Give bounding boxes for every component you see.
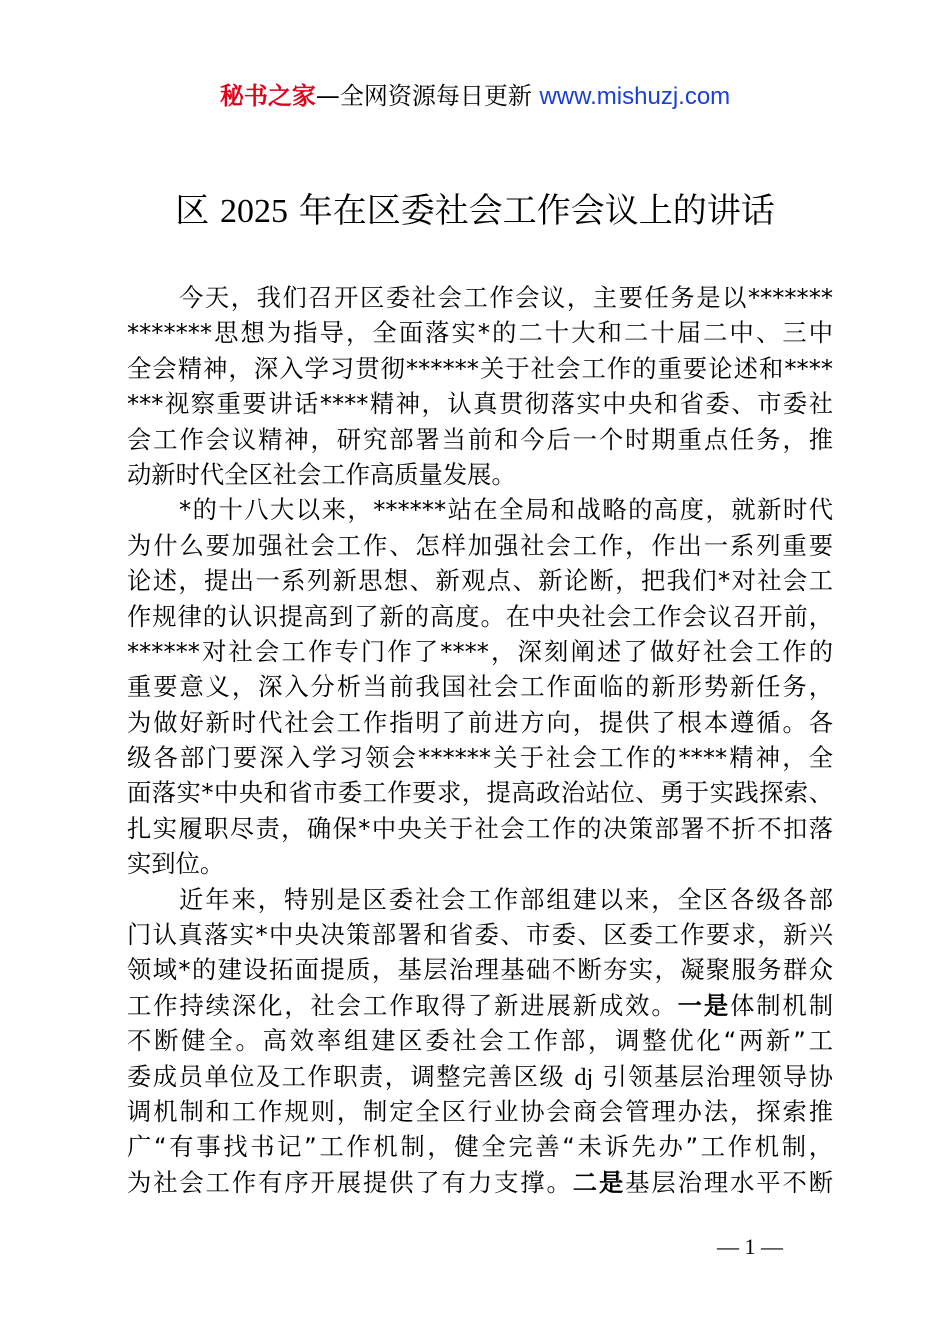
title-year: 2025	[220, 193, 288, 230]
text-line: 面落实*中央和省市委工作要求，提高政治站位、勇于实践探索、	[127, 778, 833, 808]
text-line: 今天，我们召开区委社会工作会议，主要任务是以*******	[179, 283, 833, 312]
site-header	[0, 80, 950, 113]
bold-marker-first: 一是	[677, 990, 731, 1020]
text-line	[127, 1165, 833, 1200]
latin-abbreviation: dj	[574, 1063, 594, 1091]
text-line: 为做好新时代社会工作指明了前进方向，提供了根本遵循。各	[127, 707, 833, 737]
text-line: 领域*的建设拓面提质，基层治理基础不断夯实，凝聚服务群众	[127, 955, 833, 985]
text-line: 门认真落实*中央决策部署和省委、市委、区委工作要求，新兴	[127, 920, 833, 950]
text-line: 不断健全。高效率组建区委社会工作部，调整优化“两新”工	[127, 1026, 833, 1056]
text-line: 会工作会议精神，研究部署当前和今后一个时期重点任务，推	[127, 424, 833, 454]
title-suffix: 年在区委社会工作会议上的讲话	[288, 191, 775, 231]
text-line: ******对社会工作专门作了****，深刻阐述了做好社会工作的	[127, 636, 833, 666]
text-line	[127, 988, 833, 1023]
text-line: 近年来，特别是区委社会工作部组建以来，全区各级各部	[179, 884, 833, 914]
text-line: 广“有事找书记”工作机制，健全完善“未诉先办”工作机制，	[127, 1132, 833, 1162]
document-title	[0, 186, 950, 237]
site-url-link[interactable]: www.mishuzj.com	[539, 83, 731, 110]
text-line	[127, 1059, 833, 1094]
text-line: 动新时代全区社会工作高质量发展。	[127, 459, 516, 489]
bold-marker-second: 二是	[572, 1167, 626, 1197]
text-line: 级各部门要深入学习领会******关于社会工作的****精神，全	[127, 743, 833, 773]
text-line: 作规律的认识提高到了新的高度。在中央社会工作会议召开前，	[127, 601, 833, 631]
text-line: 论述，提出一系列新思想、新观点、新论断，把我们*对社会工	[127, 566, 833, 596]
title-prefix: 区	[175, 191, 220, 231]
text-segment: 基层治理水平不断	[625, 1167, 834, 1197]
text-line: 扎实履职尽责，确保*中央关于社会工作的决策部署不折不扣落	[127, 813, 833, 843]
text-segment: 工作持续深化，社会工作取得了新进展新成效。	[127, 990, 678, 1020]
text-line: *******思想为指导，全面落实*的二十大和二十届二中、三中	[127, 318, 833, 348]
text-line: 实到位。	[127, 849, 225, 879]
paragraph-3	[127, 882, 833, 1201]
brand-name: 秘书之家	[219, 82, 316, 110]
paragraph-2	[127, 492, 833, 881]
text-segment: 体制机制	[730, 990, 834, 1020]
text-segment: 为社会工作有序开展提供了有力支撑。	[127, 1167, 573, 1197]
page-number: — 1 —	[717, 1234, 783, 1259]
text-line: 重要意义，深入分析当前我国社会工作面临的新形势新任务，	[127, 672, 833, 702]
document-body	[127, 280, 833, 1200]
text-line: *的十八大以来，******站在全局和战略的高度，就新时代	[179, 495, 833, 525]
text-segment: 引领基层治理领导协	[593, 1061, 833, 1091]
text-line: 全会精神，深入学习贯彻******关于社会工作的重要论述和****	[127, 353, 833, 383]
text-line: 为什么要加强社会工作、怎样加强社会工作，作出一系列重要	[127, 530, 833, 560]
header-tagline: —全网资源每日更新	[315, 82, 540, 110]
text-line: ***视察重要讲话****精神，认真贯彻落实中央和省委、市委社	[127, 389, 833, 419]
paragraph-1	[127, 280, 833, 492]
text-segment: 委成员单位及工作职责，调整完善区级	[127, 1061, 575, 1091]
text-line: 调机制和工作规则，制定全区行业协会商会管理办法，探索推	[127, 1096, 833, 1126]
